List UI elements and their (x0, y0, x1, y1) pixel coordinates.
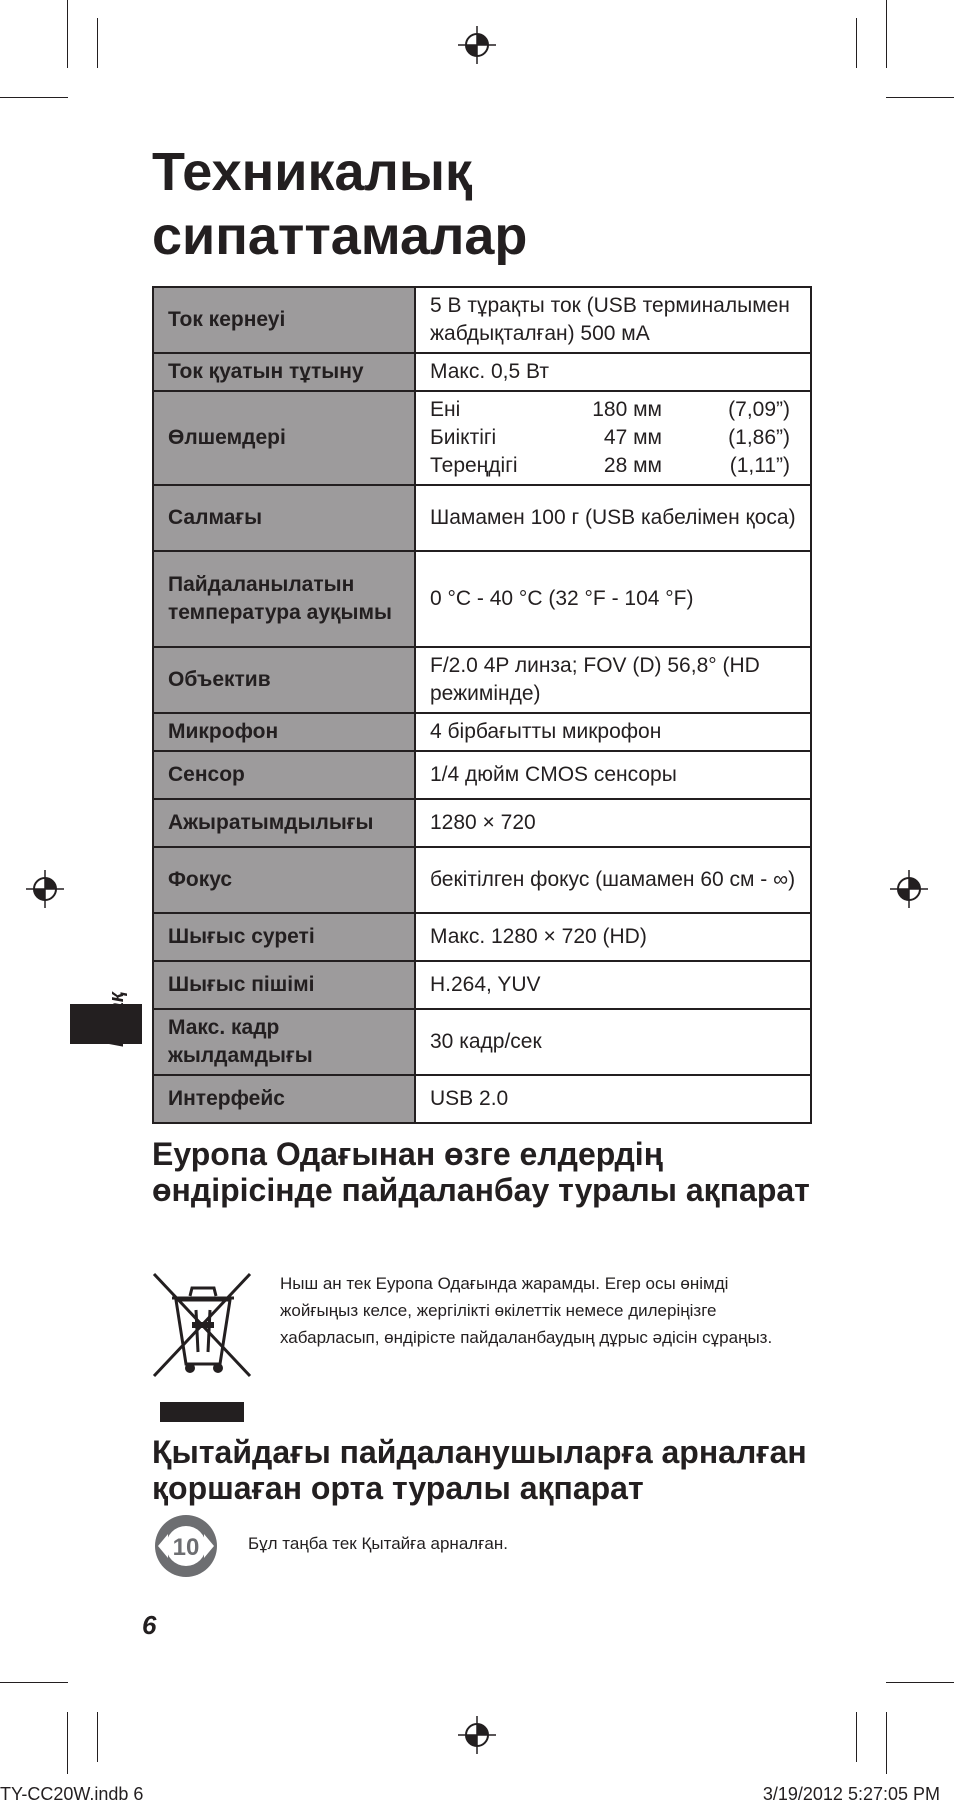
eu-heading: Еуропа Одағынан өзге елдердің өндірісінде пайдаланбау туралы ақпарат (152, 1136, 810, 1208)
table-row (153, 551, 811, 647)
table-row (153, 799, 811, 847)
spec-value: Шамамен 100 г (USB кабелімен қоса) (415, 485, 811, 551)
spec-label: Шығыс пішімі (153, 961, 415, 1009)
table-row (153, 647, 811, 713)
dimension-inch: (7,09”) (728, 398, 790, 421)
page-title: Техникалық сипаттамалар (152, 142, 528, 266)
spec-value: H.264, YUV (415, 961, 811, 1009)
crop-mark (67, 0, 68, 68)
spec-label: Ток қуатын тұтыну (153, 353, 415, 391)
spec-label: Өлшемдері (153, 391, 415, 485)
dimension-inch: (1,86”) (728, 426, 790, 449)
spec-label: Фокус (153, 847, 415, 913)
spec-label: Макс. кадр жылдамдығы (153, 1009, 415, 1075)
registration-mark-icon (888, 868, 930, 910)
registration-mark-icon (456, 1714, 498, 1756)
dimension-mm: 28 мм (603, 454, 662, 477)
registration-mark-icon (24, 868, 66, 910)
table-row (153, 751, 811, 799)
dimension-inch: (1,11”) (729, 454, 790, 477)
spec-value: F/2.0 4P линза; FOV (D) 56,8° (HD режимінде) (415, 647, 811, 713)
spec-label: Микрофон (153, 713, 415, 751)
crop-mark (856, 18, 857, 68)
spec-label: Пайдаланылатын температура ауқымы (153, 551, 415, 647)
spec-value: 1280 × 720 (415, 799, 811, 847)
table-row (153, 847, 811, 913)
crop-mark (886, 1712, 887, 1774)
crop-mark (67, 1712, 68, 1774)
recycle-period-label: 10 (172, 1534, 200, 1561)
eu-note: Ныш ан тек Еуропа Одағында жарамды. Егер осы өнімді жойғыңыз келсе, жергілікті өкілеттік немесе дилеріңізге хабарласып, өндірісте пайдаланбаудың дұрыс әдісін сұраңыз. (280, 1274, 773, 1347)
spec-value: Макс. 0,5 Вт (415, 353, 811, 391)
spec-value: USB 2.0 (415, 1075, 811, 1123)
footer-file-name: TY-CC20W.indb 6 (0, 1784, 144, 1804)
crossed-bin-icon (150, 1270, 256, 1382)
dimension-name: Ені (430, 398, 461, 421)
china-note: Бұл таңба тек Қытайға арналған. (248, 1534, 508, 1553)
crop-mark (886, 0, 887, 68)
page-number: 6 (142, 1610, 157, 1640)
registration-mark-icon (456, 24, 498, 66)
spec-label: Ток кернеуі (153, 287, 415, 353)
table-row (153, 287, 811, 353)
spec-label: Сенсор (153, 751, 415, 799)
spec-label: Шығыс суреті (153, 913, 415, 961)
table-row (153, 713, 811, 751)
spec-value-dimensions (415, 391, 811, 485)
crop-mark (856, 1712, 857, 1762)
crop-mark (97, 18, 98, 68)
spec-label: Интерфейс (153, 1075, 415, 1123)
spec-table (152, 286, 812, 1124)
crop-mark (0, 1682, 68, 1683)
table-row (153, 353, 811, 391)
crop-mark (0, 97, 68, 98)
crop-mark (886, 97, 954, 98)
table-row (153, 913, 811, 961)
spec-value: 5 В тұрақты ток (USB терминалымен жабдықталған) 500 мА (415, 287, 811, 353)
table-row (153, 391, 811, 485)
crop-mark (97, 1712, 98, 1762)
dimension-mm: 180 мм (592, 398, 662, 421)
dimension-row (430, 396, 804, 424)
spec-label: Объектив (153, 647, 415, 713)
dimension-name: Биіктігі (430, 426, 497, 449)
spec-value: 1/4 дюйм CMOS сенсоры (415, 751, 811, 799)
dimension-name: Тереңдігі (430, 454, 518, 477)
table-row (153, 485, 811, 551)
dimension-row (430, 424, 804, 452)
language-tab-marker (70, 1004, 142, 1044)
table-row (153, 1009, 811, 1075)
china-heading: Қытайдағы пайдаланушыларға арналған қоршаған орта туралы ақпарат (152, 1434, 807, 1506)
spec-value: Макс. 1280 × 720 (HD) (415, 913, 811, 961)
table-row (153, 961, 811, 1009)
dimension-mm: 47 мм (603, 426, 662, 449)
footer-timestamp: 3/19/2012 5:27:05 PM (762, 1784, 940, 1804)
table-row (153, 1075, 811, 1123)
spec-value: бекітілген фокус (шамамен 60 см - ∞) (415, 847, 811, 913)
spec-value: 30 кадр/сек (415, 1009, 811, 1075)
spec-value: 4 бірбағытты микрофон (415, 713, 811, 751)
recycle-10-icon (152, 1512, 220, 1580)
spec-label: Ажыратымдылығы (153, 799, 415, 847)
divider-bar (160, 1402, 244, 1422)
crop-mark (886, 1682, 954, 1683)
dimension-row (430, 452, 804, 480)
spec-value: 0 °C - 40 °C (32 °F - 104 °F) (415, 551, 811, 647)
spec-label: Салмағы (153, 485, 415, 551)
